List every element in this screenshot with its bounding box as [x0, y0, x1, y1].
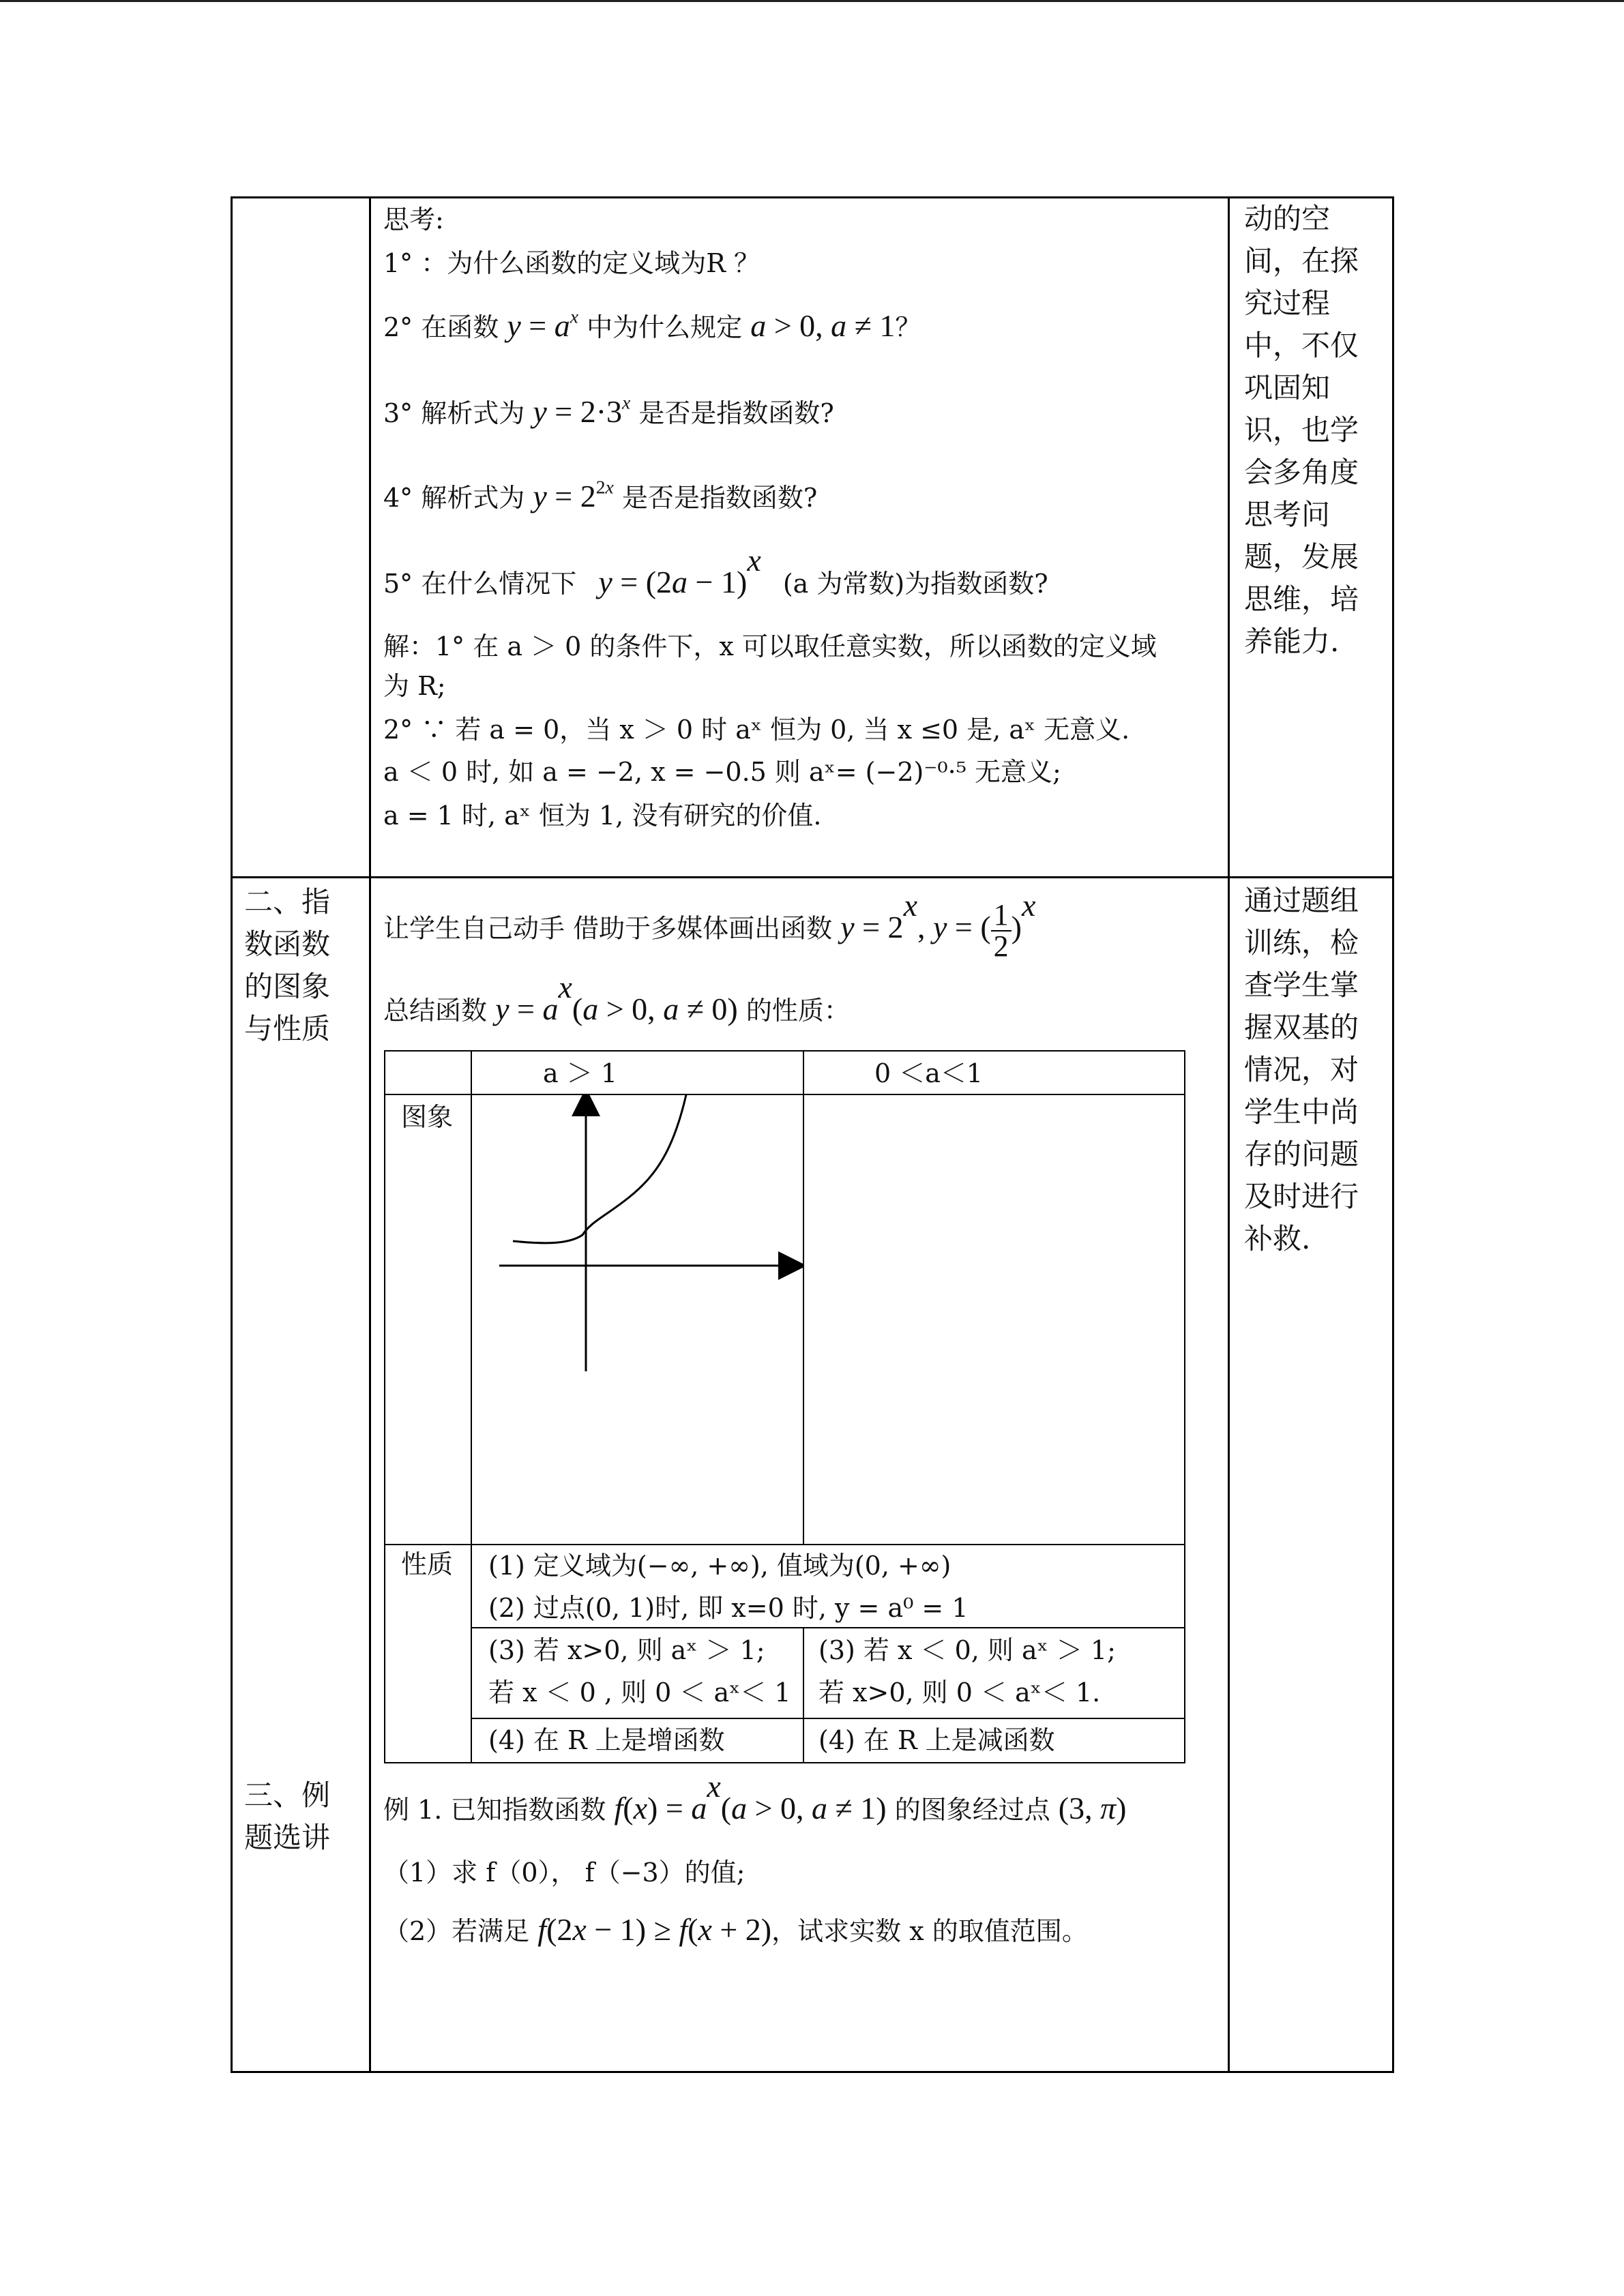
- formula-2x-half-x: $y = 2^x$, y = ( $\frac{1}{2}$ )$^x$: [840, 887, 1036, 963]
- question-1: 1° ：为什么函数的定义域为R ？: [383, 248, 760, 278]
- property-3-left-1: (3) 若 x>0, 则 aˣ ＞ 1;: [488, 1635, 765, 1665]
- solution-line-5: a = 1 时, aˣ 恒为 1, 没有研究的价值.: [383, 801, 822, 831]
- table-row-divider: [231, 876, 1394, 878]
- property-4-left: (4) 在 R 上是增函数: [488, 1725, 725, 1755]
- table-top-border: [231, 196, 1394, 198]
- formula-y-ax: $y = a^x$: [507, 305, 578, 343]
- solution-line-4: a ＜ 0 时, 如 a = −2, x = −0.5 则 aˣ= (−2)⁻⁰·⁵ 无意义;: [383, 757, 1061, 787]
- table-right-border: [1392, 196, 1394, 2073]
- solution-line-3: 2° ∵ 若 a = 0，当 x ＞ 0 时 aˣ 恒为 0, 当 x ≤0 是, aˣ 无意义.: [383, 715, 1130, 745]
- property-3-right-2: 若 x>0, 则 0 ＜ aˣ＜ 1.: [818, 1678, 1101, 1708]
- think-heading: 思考:: [383, 205, 444, 235]
- question-4: 4° 解析式为 $y = 2^{2x}$ 是否是指数函数?: [383, 476, 818, 513]
- design-note-1: 动的空 间，在探 究过程 中，不仅 巩固知 识，也学 会多角度 思考问 题，发展 思维，培 养能力.: [1244, 202, 1359, 658]
- property-3-right-1: (3) 若 x ＜ 0, 则 aˣ ＞ 1;: [818, 1635, 1116, 1665]
- formula-f-x-ax: $f(x) = a^x(a > 0$, a ≠ 1): [614, 1769, 887, 1826]
- example-line-1: 例 1. 已知指数函数 $f(x) = a^x(a > 0$, a ≠ 1) 的图象经过点 (3, π): [383, 1769, 1127, 1826]
- formula-a-conditions: a > 0, a ≠ 1: [750, 308, 896, 343]
- summary-line: 总结函数 $y = a^x(a > 0$, a ≠ 0) 的性质：: [383, 970, 850, 1027]
- section-3-title: 三、例 题选讲: [244, 1778, 331, 1854]
- header-a-greater-1: a ＞ 1: [543, 1058, 617, 1088]
- property-1: (1) 定义域为(−∞, +∞), 值域为(0, +∞): [488, 1551, 951, 1581]
- question-5: 5° 在什么情况下 $y = (2a - 1)^x$ (a 为常数)为指数函数?: [383, 543, 1048, 600]
- design-note-2: 通过题组 训练，检 查学生掌 握双基的 情况，对 学生中尚 存的问题 及时进行 补救.: [1244, 884, 1359, 1255]
- table-left-border: [231, 196, 233, 2073]
- formula-y-2-3x: $y = 2\cdot 3^x$: [533, 391, 631, 429]
- exponential-graph-sketch: [472, 1095, 803, 1544]
- growth-curve: [513, 1095, 687, 1243]
- solution-line-2: 为 R;: [383, 671, 446, 701]
- page-top-border: [0, 0, 1624, 2]
- formula-inequality: f(2x − 1) ≥ f(x + 2): [537, 1912, 772, 1947]
- section-2-title: 二、指 数函数 的图象 与性质: [244, 885, 331, 1045]
- question-3: 3° 解析式为 $y = 2\cdot 3^x$ 是否是指数函数?: [383, 391, 834, 429]
- table-col-divider-2: [1228, 196, 1230, 2073]
- row-label-graph: 图象: [401, 1102, 454, 1132]
- header-a-less-1: 0 ＜a＜1: [874, 1058, 984, 1088]
- question-2: 2° 在函数 $y = a^x$ 中为什么规定 a > 0, a ≠ 1？: [383, 305, 921, 343]
- table-bottom-border: [231, 2071, 1394, 2073]
- formula-y-2a-1-x: $y = (2a - 1)^x$: [598, 543, 761, 600]
- example-line-3: （2）若满足 f(2x − 1) ≥ f(x + 2)，试求实数 x 的取值范围。: [383, 1912, 1088, 1947]
- formula-y-2-2x: $y = 2^{2x}$: [533, 476, 614, 513]
- example-line-2: （1）求 f（0）， f（−3）的值;: [383, 1858, 745, 1888]
- table-col-divider-1: [369, 196, 371, 2073]
- solution-line-1: 解：1° 在 a ＞ 0 的条件下，x 可以取任意实数，所以函数的定义域: [383, 631, 1157, 661]
- formula-point-3-pi: (3, π): [1058, 1791, 1127, 1826]
- formula-y-ax-conditions: $y = a^x(a > 0$, a ≠ 0): [495, 970, 738, 1027]
- graph-intro: 让学生自己动手 借助于多媒体画出函数 $y = 2^x$, y = ( $\frac{1}{2}$ )$^x$: [383, 887, 1036, 963]
- property-2: (2) 过点(0, 1)时, 即 x=0 时, y = a⁰ = 1: [488, 1593, 969, 1623]
- property-3-left-2: 若 x ＜ 0 , 则 0 ＜ aˣ＜ 1: [488, 1678, 791, 1708]
- row-label-properties: 性质: [401, 1549, 454, 1579]
- property-4-right: (4) 在 R 上是减函数: [818, 1725, 1055, 1755]
